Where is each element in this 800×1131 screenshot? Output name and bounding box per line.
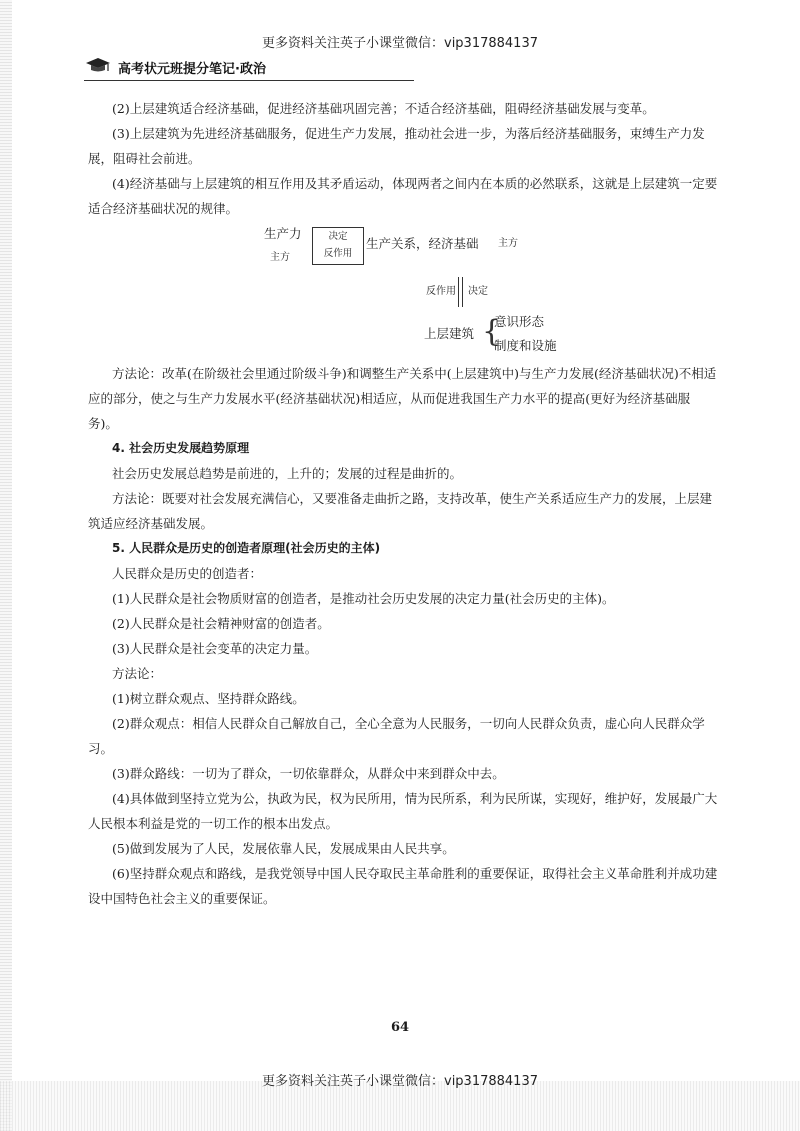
paragraph: 人民群众是历史的创造者： — [112, 566, 263, 581]
paragraph: (4)具体做到坚持立党为公，执政为民，权为民所用，情为民所系，利为民所谋，实现好，维护好，发展最广大人民根本利益是党的一切工作的根本出发点。 — [88, 791, 718, 831]
diagram-relation-box — [312, 227, 364, 265]
watermark-top: 更多资料关注英子小课堂微信：vip317884137 — [262, 36, 538, 51]
diagram-main-left: 主方 — [270, 252, 290, 263]
scan-edge-left — [0, 0, 12, 1131]
diagram-box-top: 决定 — [328, 231, 348, 242]
paragraph: (1)人民群众是社会物质财富的创造者，是推动社会历史发展的决定力量(社会历史的主体)。 — [112, 591, 615, 606]
paragraph: (3)人民群众是社会变革的决定力量。 — [112, 641, 318, 656]
header-rule — [84, 80, 414, 81]
diagram-productive-forces: 生产力 — [264, 226, 302, 241]
paragraph: (5)做到发展为了人民，发展依靠人民，发展成果由人民共享。 — [112, 841, 455, 856]
diagram-main-right: 主方 — [498, 238, 518, 249]
watermark-bottom: 更多资料关注英子小课堂微信：vip317884137 — [262, 1074, 538, 1089]
paragraph: (3)上层建筑为先进经济基础服务，促进生产力发展，推动社会进一步，为落后经济基础服务，束缚生产力发展，阻碍社会前进。 — [88, 126, 705, 166]
diagram-superstructure: 上层建筑 — [424, 326, 475, 341]
diagram-box-bottom: 反作用 — [323, 248, 353, 259]
diagram-institutions: 制度和设施 — [494, 338, 557, 353]
paragraph: 社会历史发展总趋势是前进的，上升的；发展的过程是曲折的。 — [112, 466, 463, 481]
page-header — [84, 56, 424, 78]
paragraph: (2)人民群众是社会精神财富的创造者。 — [112, 616, 330, 631]
graduation-cap-icon — [84, 56, 112, 78]
header-title: 高考状元班提分笔记·政治 — [118, 61, 266, 77]
section-heading: 4. 社会历史发展趋势原理 — [112, 441, 250, 455]
diagram-link-line — [462, 277, 463, 307]
paragraph: (6)坚持群众观点和路线，是我党领导中国人民夺取民主革命胜利的重要保证，取得社会主义革命胜利并成功建设中国特色社会主义的重要保证。 — [88, 866, 718, 906]
diagram-link-line — [458, 277, 459, 307]
diagram-ideology: 意识形态 — [494, 314, 545, 329]
paragraph: (4)经济基础与上层建筑的相互作用及其矛盾运动，体现两者之间内在本质的必然联系，这就是上层建筑一定要适合经济基础状况的规律。 — [88, 176, 718, 216]
paragraph: (2)群众观点：相信人民群众自己解放自己，全心全意为人民服务，一切向人民群众负责，虚心向人民群众学习。 — [88, 716, 705, 756]
paragraph: (2)上层建筑适合经济基础，促进经济基础巩固完善；不适合经济基础，阻碍经济基础发展与变革。 — [112, 101, 655, 116]
diagram-decides: 决定 — [468, 286, 488, 297]
page-body — [88, 96, 718, 911]
base-superstructure-diagram — [88, 221, 718, 405]
paragraph: 方法论： — [112, 666, 163, 681]
diagram-brace: { — [482, 314, 502, 349]
diagram-reaction: 反作用 — [426, 286, 456, 297]
page-number: 64 — [390, 1020, 410, 1035]
paragraph: 方法论：既要对社会发展充满信心，又要准备走曲折之路，支持改革，使生产关系适应生产力的发展，上层建筑适应经济基础发展。 — [88, 491, 713, 531]
section-heading: 5. 人民群众是历史的创造者原理(社会历史的主体) — [112, 541, 381, 555]
paragraph: 方法论：改革(在阶级社会里通过阶级斗争)和调整生产关系中(上层建筑中)与生产力发展(经济基础状况)不相适应的部分，使之与生产力发展水平(经济基础状况)相适应，从而促进我国生产力水平的提高(更好为经济基础服务)。 — [88, 366, 717, 431]
paragraph: (1)树立群众观点、坚持群众路线。 — [112, 691, 305, 706]
paragraph: (3)群众路线：一切为了群众，一切依靠群众，从群众中来到群众中去。 — [112, 766, 505, 781]
diagram-relations: 生产关系，经济基础 — [366, 236, 479, 251]
